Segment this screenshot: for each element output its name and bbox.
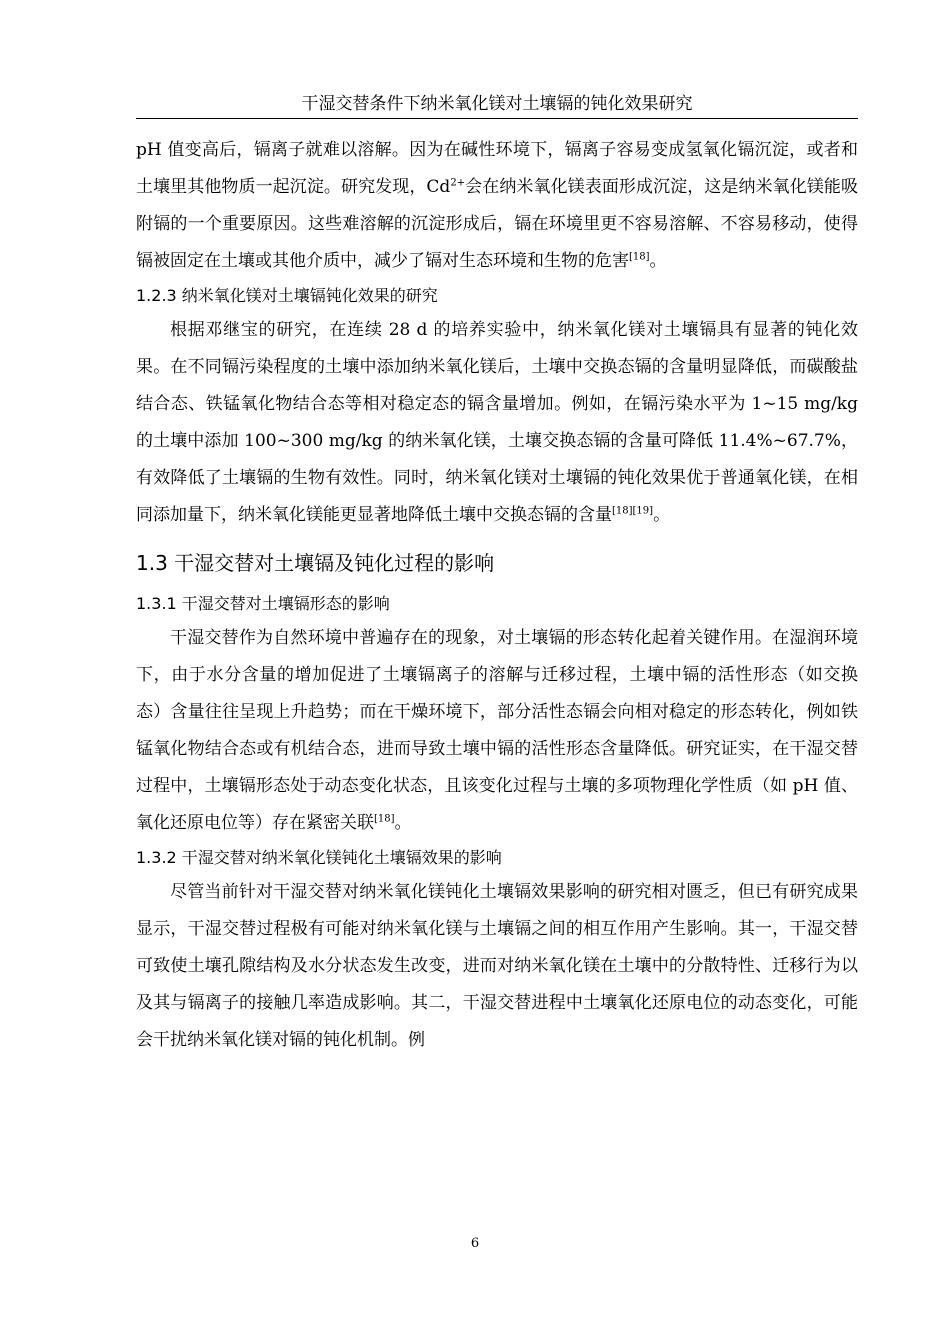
subsection-heading-1-3-1: 1.3.1 干湿交替对土壤镉形态的影响 — [136, 594, 390, 613]
running-header: 干湿交替条件下纳米氧化镁对土壤镉的钝化效果研究 — [301, 94, 693, 114]
section-heading-1-3: 1.3 干湿交替对土壤镉及钝化过程的影响 — [136, 551, 495, 575]
citation: [18] — [629, 251, 650, 263]
page-body — [136, 132, 858, 1059]
paragraph-cd-forms — [136, 620, 858, 842]
paragraph-text: 尽管当前针对干湿交替对纳米氧化镁钝化土壤镉效果影响的研究相对匮乏，但已有研究成果显示，干湿交替过程极有可能对纳米氧化镁与土壤镉之间的相互作用产生影响。其一，干湿交替可致使土壤孔隙结构及水分状态发生改变，进而对纳米氧化镁在土壤中的分散特性、迁移行为以及其与镉离子的接触几率造成影响。其二，干湿交替进程中土壤氧化还原电位的动态变化，可能会干扰纳米氧化镁对镉的钝化机制。例 — [136, 882, 858, 1050]
paragraph-text: 会在纳米氧化镁表面形成沉淀，这是纳米氧化镁能吸附镉的一个重要原因。这些难溶解的沉淀形成后，镉在环境里更不容易溶解、不容易移动，使得镉被固定在土壤或其他介质中，减少了镉对生态环境和生物的危害 — [136, 177, 859, 271]
citation: [18][19] — [612, 505, 654, 517]
citation: [18] — [374, 813, 395, 825]
paragraph-end: 。 — [649, 251, 667, 271]
page-number: 6 — [470, 1236, 480, 1251]
subsection-heading-1-3-2: 1.3.2 干湿交替对纳米氧化镁钝化土壤镉效果的影响 — [136, 848, 502, 867]
superscript-charge: 2+ — [450, 177, 466, 189]
paragraph-ph-precipitation — [136, 132, 858, 280]
paragraph-end: 。 — [653, 505, 671, 525]
header-rule — [136, 118, 858, 119]
paragraph-wet-dry-effect — [136, 874, 858, 1059]
paragraph-text: pH 值变高后，镉离子就难以溶解。因为在碱性环境下，镉离子容易变成氢氧化镉沉淀，或者和土壤里其他物质一起沉淀。研究发现，Cd — [136, 140, 858, 197]
paragraph-end: 。 — [394, 813, 412, 833]
subsection-heading-1-2-3: 1.2.3 纳米氧化镁对土壤镉钝化效果的研究 — [136, 286, 438, 305]
paragraph-text: 干湿交替作为自然环境中普遍存在的现象，对土壤镉的形态转化起着关键作用。在湿润环境下，由于水分含量的增加促进了土壤镉离子的溶解与迁移过程，土壤中镉的活性形态（如交换态）含量往往呈现上升趋势；而在干燥环境下，部分活性态镉会向相对稳定的形态转化，例如铁锰氧化物结合态或有机结合态，进而导致土壤中镉的活性形态含量降低。研究证实，在干湿交替过程中，土壤镉形态处于动态变化状态，且该变化过程与土壤的多项物理化学性质（如 pH 值、氧化还原电位等）存在紧密关联 — [136, 628, 858, 833]
paragraph-text: 根据邓继宝的研究，在连续 28 d 的培养实验中，纳米氧化镁对土壤镉具有显著的钝化效果。在不同镉污染程度的土壤中添加纳米氧化镁后，土壤中交换态镉的含量明显降低，而碳酸盐结合态、铁锰氧化物结合态等相对稳定态的镉含量增加。例如，在镉污染水平为 1~15 mg/kg 的土壤中添加 100~300 mg/kg 的纳米氧化镁，土壤交换态镉的含量可降低 11.4%~67.7%，有效降低了土壤镉的生物有效性。同时，纳米氧化镁对土壤镉的钝化效果优于普通氧化镁，在相同添加量下，纳米氧化镁能更显著地降低土壤中交换态镉的含量 — [136, 320, 858, 525]
paragraph-deng-research — [136, 312, 858, 534]
